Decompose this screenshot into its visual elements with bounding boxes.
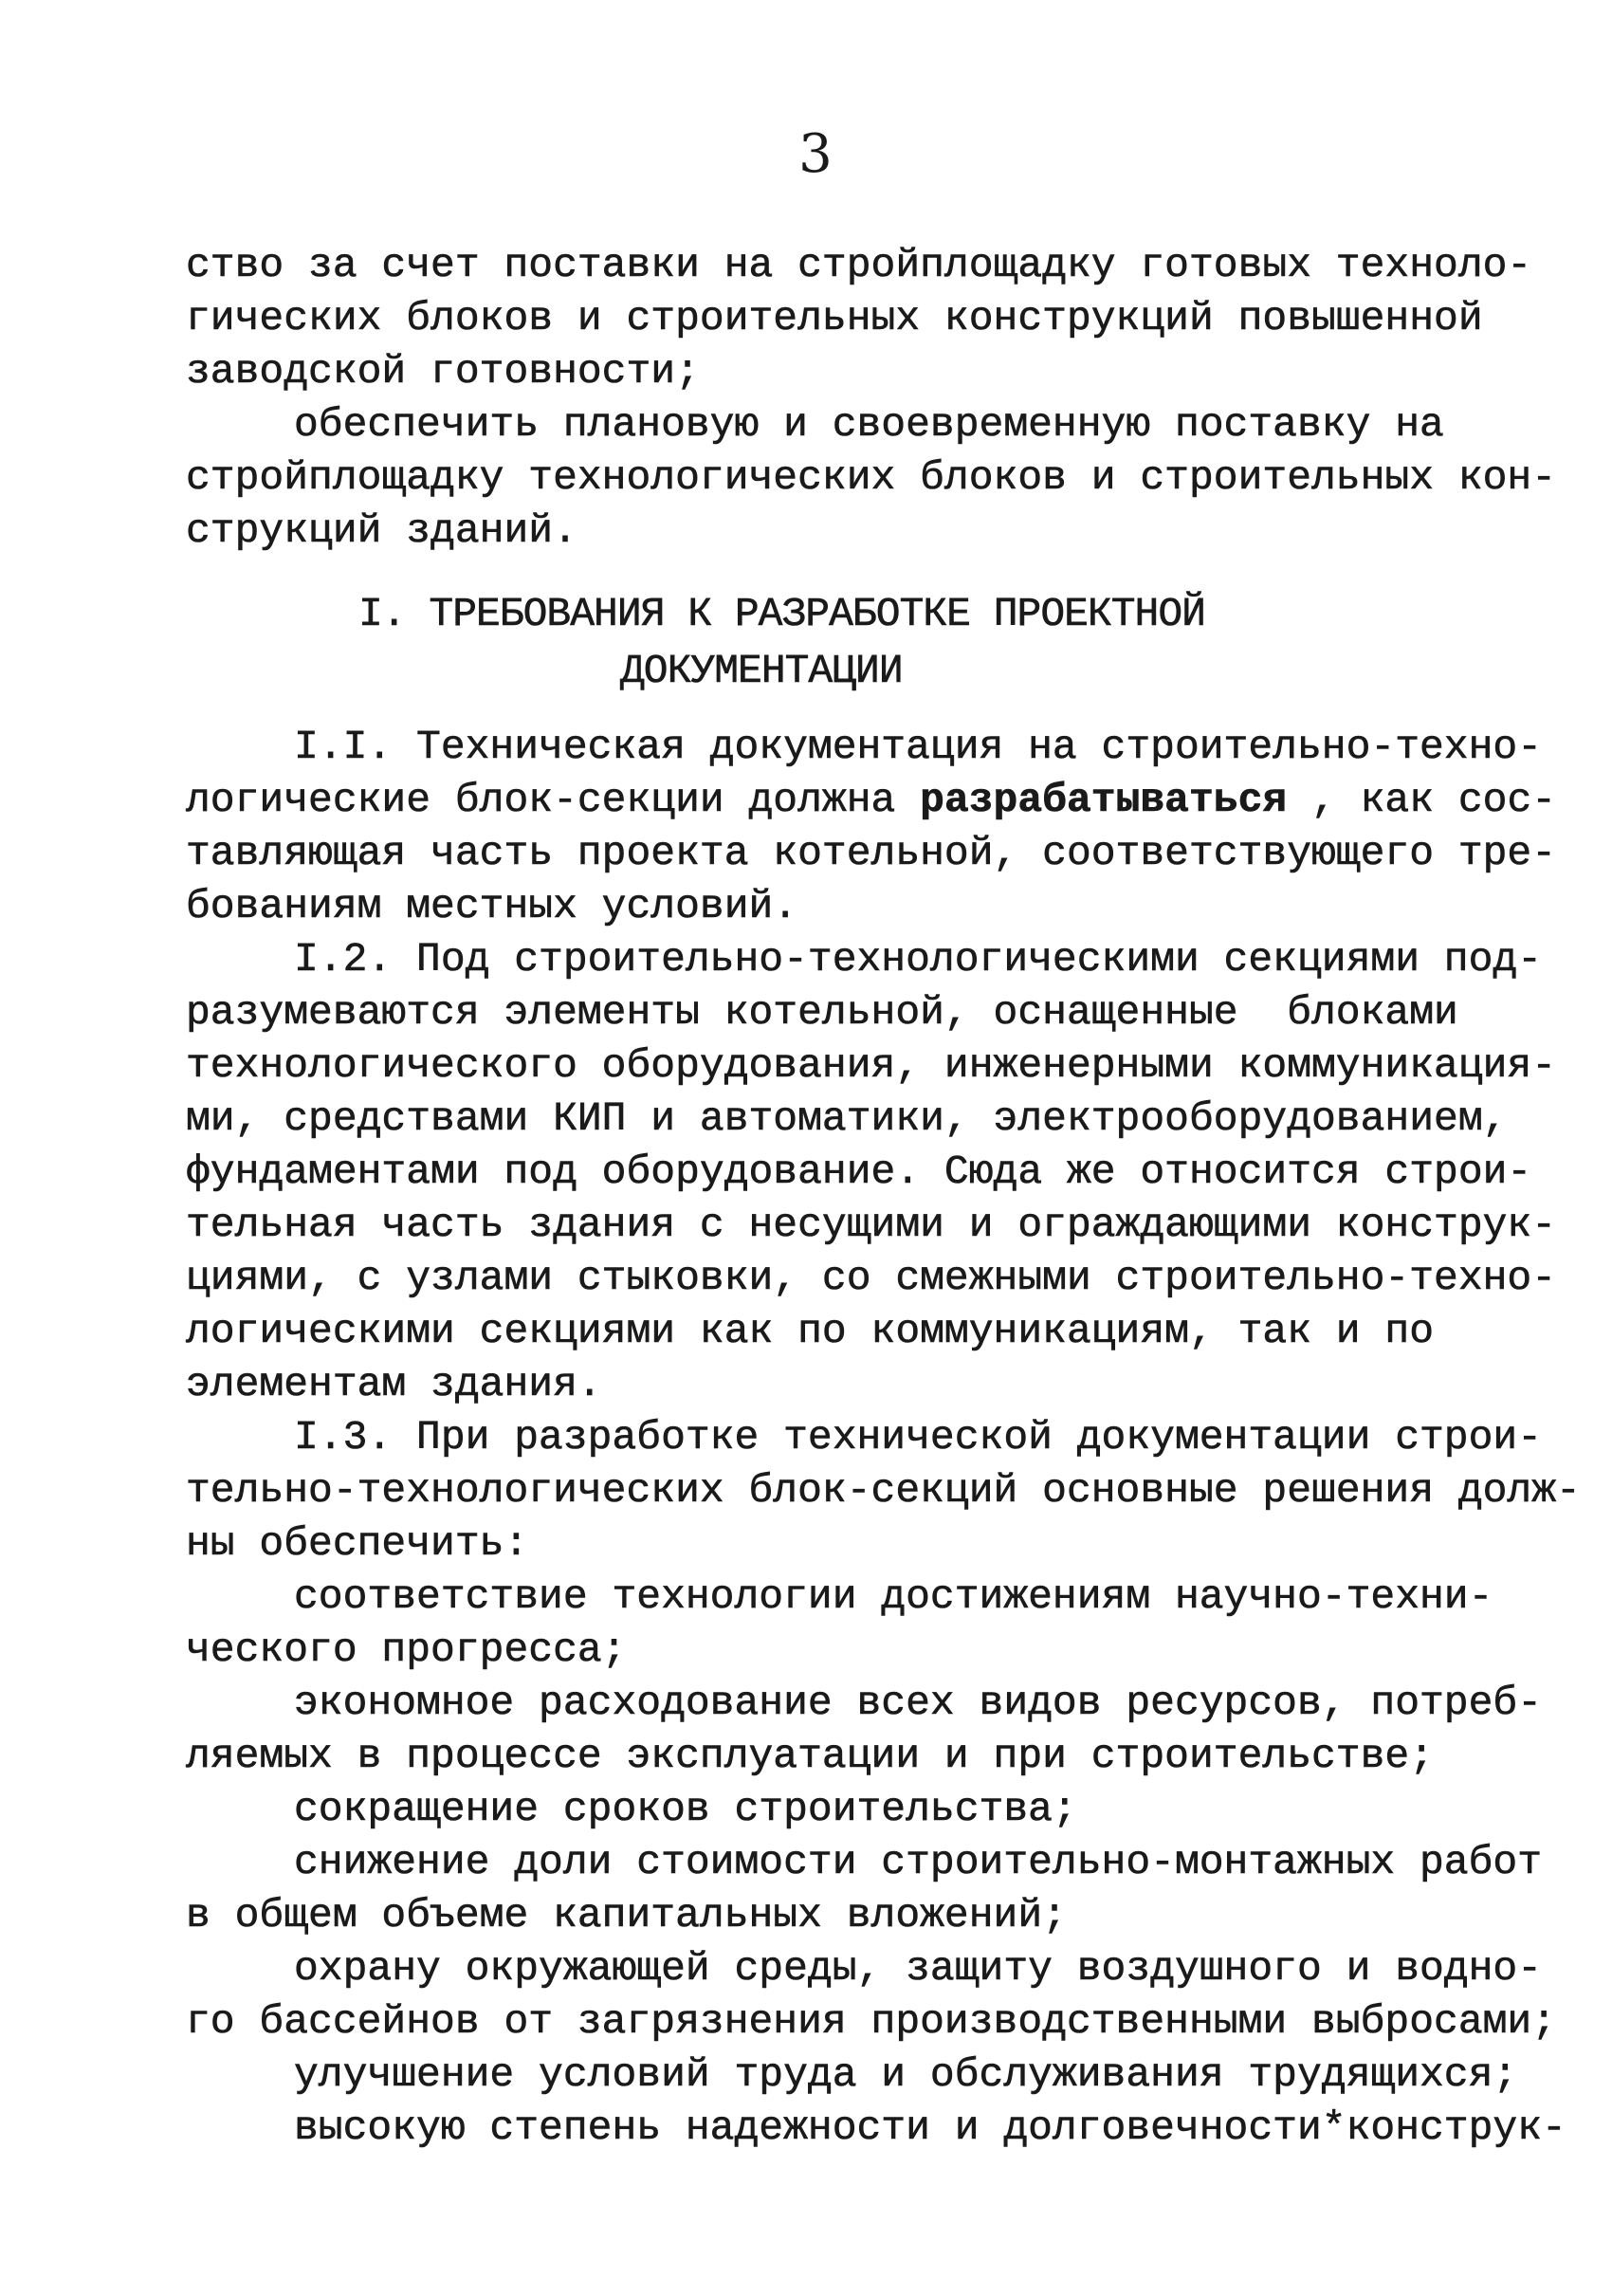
text-line: I.3. При разработке технической документации строи- — [294, 1414, 1543, 1460]
text-line: гических блоков и строительных конструкций повышенной — [186, 295, 1483, 341]
text-line: ми, средствами КИП и автоматики, электрооборудованием, — [186, 1095, 1508, 1142]
text-line: фундаментами под оборудование. Сюда же относится строи- — [186, 1148, 1532, 1195]
list-line: ческого прогресса; — [186, 1626, 627, 1673]
text-line: тельно-технологических блок-секций основные решения долж- — [186, 1467, 1581, 1514]
text-line — [186, 777, 1557, 823]
list-line: сокращение сроков строительства; — [294, 1786, 1077, 1832]
text-line: обеспечить плановую и своевременную поставку на — [294, 401, 1444, 448]
text-line: логическими секциями как по коммуникациям, так и по — [186, 1308, 1435, 1354]
list-line: соответствие технологии достижениям научно-техни- — [294, 1573, 1493, 1620]
list-line: го бассейнов от загрязнения производственными выбросами; — [186, 1998, 1557, 2045]
emphasis-text: разрабатываться — [920, 777, 1288, 823]
text-line: бованиям местных условий. — [186, 883, 798, 929]
section-heading: ДОКУМЕНТАЦИИ — [620, 648, 903, 694]
list-line: охрану окружающей среды, защиту воздушного и водно- — [294, 1945, 1543, 1992]
text-line: заводской готовности; — [186, 348, 700, 395]
text-line: тавляющая часть проекта котельной, соответствующего тре- — [186, 830, 1557, 876]
text-line: тельная часть здания с несущими и ограждающими конструк- — [186, 1202, 1557, 1248]
text-fragment: , как сос- — [1287, 777, 1557, 823]
text-line: технологического оборудования, инженерными коммуникация- — [186, 1042, 1557, 1089]
page-number: 3 — [798, 123, 833, 185]
text-line: ство за счет поставки на стройплощадку готовых техноло- — [186, 242, 1532, 288]
text-line: I.I. Техническая документация на строительно-техно- — [294, 724, 1543, 770]
text-line: I.2. Под строительно-технологическими секциями под- — [294, 936, 1543, 983]
list-line: улучшение условий труда и обслуживания трудящихся; — [294, 2051, 1518, 2098]
text-line: струкций зданий. — [186, 507, 577, 554]
text-line: ны обеспечить: — [186, 1520, 529, 1567]
list-line: в общем объеме капитальных вложений; — [186, 1892, 1067, 1938]
text-line: элементам здания. — [186, 1361, 602, 1407]
text-line: разумеваются элементы котельной, оснащенные блоками — [186, 989, 1458, 1036]
section-heading: I. ТРЕБОВАНИЯ К РАЗРАБОТКЕ ПРОЕКТНОЙ — [358, 591, 1205, 637]
text-line: стройплощадку технологических блоков и строительных кон- — [186, 454, 1557, 501]
list-line: снижение доли стоимости строительно-монтажных работ — [294, 1839, 1543, 1885]
list-line: ляемых в процессе эксплуатации и при строительстве; — [186, 1733, 1435, 1779]
text-fragment: логические блок-секции должна — [186, 777, 921, 823]
list-line: высокую степень надежности и долговечности*конструк- — [294, 2104, 1566, 2151]
list-line: экономное расходование всех видов ресурсов, потреб- — [294, 1680, 1543, 1726]
text-line: циями, с узлами стыковки, со смежными строительно-техно- — [186, 1255, 1557, 1301]
